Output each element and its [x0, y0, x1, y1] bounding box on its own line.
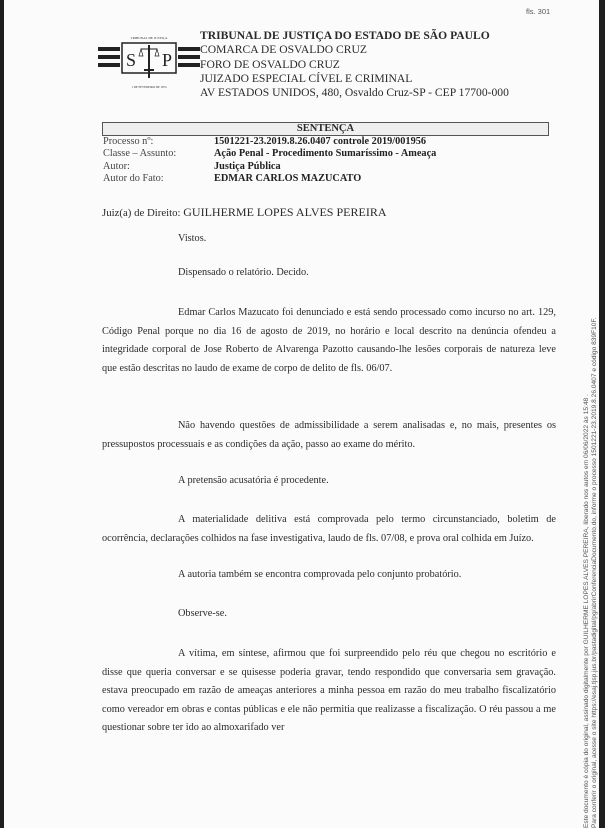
court-address: AV ESTADOS UNIDOS, 480, Osvaldo Cruz-SP - CEP 17700-000 [200, 86, 509, 100]
case-info-value: Ação Penal - Procedimento Sumaríssimo - Ameaça [214, 148, 437, 160]
case-info-label: Classe – Assunto: [103, 148, 177, 160]
digital-signature-note [583, 6, 600, 828]
case-info-value: EDMAR CARLOS MAZUCATO [214, 173, 362, 185]
paragraph: Observe-se. [178, 608, 227, 619]
foro: FORO DE OSVALDO CRUZ [200, 57, 340, 71]
case-info-row [103, 136, 436, 148]
paragraph: A materialidade delitiva está comprovada pelo termo circunstanciado, boletim de ocorrência, declarações colhidos na fase investigativa, laudo de fls. 07/08, e prova oral colhida em Juízo. [102, 514, 556, 544]
case-info-row [103, 161, 436, 173]
page-number: fls. 301 [526, 7, 551, 16]
judge-line [102, 205, 387, 220]
paragraph: Não havendo questões de admissibilidade a serem analisadas e, no mais, presentes os pressupostos processuais e as condições da ação, passo ao exame do mérito. [102, 420, 556, 450]
case-info-label: Autor do Fato: [103, 173, 164, 185]
case-info-value: 1501221-23.2019.8.26.0407 controle 2019/001956 [214, 136, 427, 147]
case-info-value: Justiça Pública [214, 160, 281, 172]
svg-text:TRIBUNAL DE JUSTIÇA: TRIBUNAL DE JUSTIÇA [130, 36, 168, 40]
paragraph: A vítima, em síntese, afirmou que foi surpreendido pelo réu que chegou no escritório e disse que queria conversar e se quisesse poderia gravar, tendo respondido que conversaria sem gravação. estava preocupado em razão de ameaças anteriores a minha pessoa em razão do meu trabalho fiscalizatório como vereador em obras e contas públicas e ele não permitia que realizasse a fiscalização. O réu passou a me questionar sobre ter ido ao almoxarifado ver [102, 648, 556, 734]
paragraph: Edmar Carlos Mazucato foi denunciado e está sendo processado como incurso no art. 129, Código Penal porque no dia 16 de agosto de 2019, no horário e local descrito na denúncia ofendeu a integridade corporal de Jose Roberto de Alvarenga Pazotto causando-lhe lesões corporais de natureza leve que estão descritas no laudo de exame de corpo de delito de fls. 06/07. [102, 307, 556, 374]
document-page [4, 0, 599, 828]
case-info-label: Processo nº: [103, 136, 154, 147]
case-info-row [103, 173, 436, 185]
svg-text:S: S [125, 50, 137, 70]
paragraph: Dispensado o relatório. Decido. [178, 267, 309, 278]
case-info-row [103, 148, 436, 160]
paragraph: A autoria também se encontra comprovada pelo conjunto probatório. [178, 569, 462, 580]
court-header [200, 29, 509, 100]
comarca: COMARCA DE OSVALDO CRUZ [200, 43, 367, 57]
tjsp-logo [98, 32, 200, 94]
signature-line: Este documento é cópia do original, assinado digitalmente por GUILHERME LOPES ALVES PEREIRA, liberado nos autos em 06/06/2022 às 15:48 . [583, 394, 590, 828]
case-info [103, 136, 436, 186]
juizado: JUIZADO ESPECIAL CÍVEL E CRIMINAL [200, 71, 413, 85]
document-type-title: SENTENÇA [102, 122, 549, 136]
paragraph: A pretensão acusatória é procedente. [178, 475, 329, 486]
coat-of-arms-icon [98, 32, 200, 94]
verification-line: Para conferir o original, acesse o site https://esaj.tjsp.jus.br/pastadigital/pg/abrirConferenciaDocumento.do, informe o processo 1501221-23.2019.8.26.0407 e código 839F10F. [591, 317, 599, 828]
judge-label: Juiz(a) de Direito: [102, 207, 181, 219]
svg-text:P: P [161, 50, 173, 70]
judge-name: GUILHERME LOPES ALVES PEREIRA [183, 205, 387, 219]
paragraph: Vistos. [178, 233, 207, 244]
case-info-label: Autor: [103, 160, 130, 172]
court-name: TRIBUNAL DE JUSTIÇA DO ESTADO DE SÃO PAULO [200, 29, 490, 42]
svg-text:1 DE FEVEREIRO DE 1874: 1 DE FEVEREIRO DE 1874 [131, 85, 167, 89]
